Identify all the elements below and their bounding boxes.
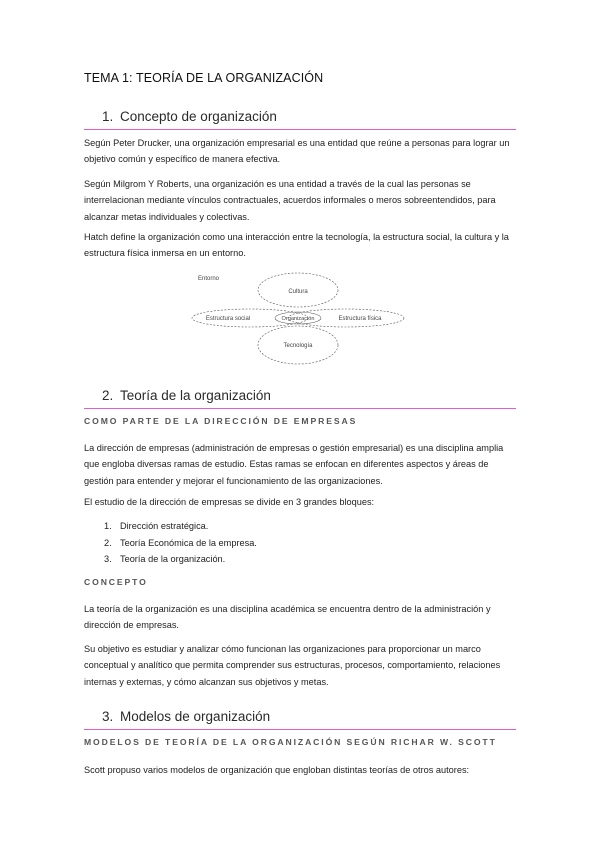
section-1-paragraph-3: Hatch define la organización como una interacción entre la tecnología, la estructura social, la cultura y la estructura física inmersa en un entorno. <box>84 232 509 259</box>
section-1-title: Concepto de organización <box>120 109 277 124</box>
section-3-subheading-1: MODELOS DE TEORÍA DE LA ORGANIZACIÓN SEGÚN RICHAR W. SCOTT <box>84 737 497 747</box>
diagram-label-cultura: Cultura <box>288 289 308 295</box>
section-1-number: 1. <box>102 109 114 124</box>
list-item: 1. Dirección estratégica. <box>104 521 209 531</box>
section-3-heading <box>102 709 270 724</box>
section-2-paragraph-1: La dirección de empresas (administración de empresas o gestión empresarial) es una disciplina amplia que engloba diversas ramas de estudio. Estas ramas se enfocan en diferentes aspectos y áreas de gestión para entender y mejorar el funcionamiento de las organizaciones. <box>84 443 504 486</box>
document-title: TEMA 1: TEORÍA DE LA ORGANIZACIÓN <box>84 71 324 85</box>
section-2-heading <box>102 388 271 403</box>
diagram-label-entorno: Entorno <box>198 276 220 282</box>
section-2-rule <box>84 408 516 409</box>
section-3-number: 3. <box>102 709 114 724</box>
section-2-title: Teoría de la organización <box>120 388 271 403</box>
section-2-subheading-1: COMO PARTE DE LA DIRECCIÓN DE EMPRESAS <box>84 416 358 426</box>
section-1-rule <box>84 129 516 130</box>
list-item: 2. Teoría Económica de la empresa. <box>104 537 257 548</box>
section-2-number: 2. <box>102 388 114 403</box>
section-1-paragraph-2: Según Milgrom Y Roberts, una organización es una entidad a través de la cual las personas se interrelacionan mediante vínculos contractuales, acuerdos informales o meros sobreentendidos, para alcanzar metas individuales y colectivas. <box>84 179 496 222</box>
diagram-label-tecnologia: Tecnología <box>283 343 313 349</box>
list-item: 3. Teoría de la organización. <box>104 554 226 565</box>
section-1-heading <box>102 109 277 124</box>
section-3-title: Modelos de organización <box>120 709 271 724</box>
hatch-organization-diagram <box>186 268 408 380</box>
section-2-paragraph-2: El estudio de la dirección de empresas se divide en 3 grandes bloques: <box>84 497 375 507</box>
diagram-label-organizacion: Organización <box>281 316 315 322</box>
section-3-paragraph-1: Scott propuso varios modelos de organización que engloban distintas teorías de otros autores: <box>84 765 470 775</box>
section-3-rule <box>84 729 516 730</box>
section-1-paragraph-1: Según Peter Drucker, una organización empresarial es una entidad que reúne a personas para lograr un objetivo común y específico de manera efectiva. <box>84 138 510 165</box>
diagram-label-estructura-fisica: Estructura física <box>338 316 382 322</box>
section-2-paragraph-3: La teoría de la organización es una disciplina académica se encuentra dentro de la administración y dirección de empresas. <box>84 604 491 631</box>
section-2-subheading-2: CONCEPTO <box>84 577 148 587</box>
section-2-paragraph-4: Su objetivo es estudiar y analizar cómo funcionan las organizaciones para proporcionar un marco conceptual y analítico que permita comprender sus estructuras, procesos, comportamiento, relaciones internas y externas, y cómo alcanzan sus objetivos y metas. <box>84 644 501 687</box>
section-2-numbered-list <box>104 518 257 568</box>
diagram-label-estructura-social: Estructura social <box>205 316 251 322</box>
